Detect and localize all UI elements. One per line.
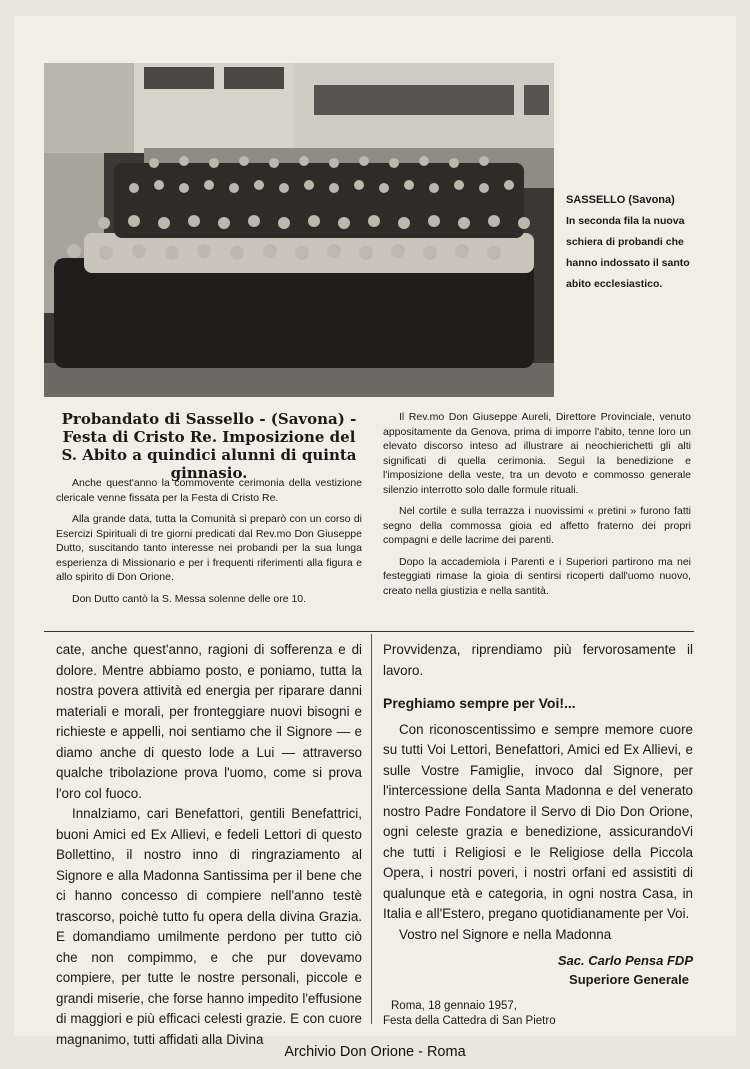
group-photo-image — [44, 63, 554, 397]
article-left-paragraph: Don Dutto cantò la S. Messa solenne delle ore 10. — [72, 592, 307, 605]
article-right-paragraph: Il Rev.mo Don Giuseppe Aureli, Direttore Provinciale, venuto appositamente da Genova, prima di imporre l'abito, tenne loro un elevato discorso inteso ad illustrare ai neochierichetti gli alti significati di quella cerimonia. Seguì la benedizione e l'imposizione della veste, tra un devoto e commosso generale silenzio interrotto solo dalle formule rituali. — [383, 411, 691, 496]
side-caption-title: SASSELLO (Savona) — [566, 194, 675, 206]
signature-role: Superiore Generale — [569, 972, 689, 987]
photo-side-caption — [566, 190, 696, 295]
letter-paragraph: Provvidenza, riprendiamo più fervorosamente il lavoro. — [383, 642, 693, 678]
letter-paragraph: Vostro nel Signore e nella Madonna — [399, 926, 612, 942]
article-right-column — [383, 410, 691, 605]
article-title: Probandato di Sassello - (Savona) - Festa di Cristo Re. Imposizione del S. Abito a quindici alunni di quinta ginnasio. — [61, 410, 357, 482]
side-caption-text: In seconda fila la nuova schiera di probandi che hanno indossato il santo abito ecclesiastico. — [566, 215, 690, 290]
date-block — [383, 999, 693, 1029]
article-right-paragraph: Dopo la accademiola i Parenti e i Superiori partirono ma nei festeggiati rimase la gioia di sentirsi ricoperti dall'uomo nuovo, creato nella giustizia e nella santità. — [383, 555, 691, 597]
article-left-paragraph: Alla grande data, tutta la Comunità si preparò con un corso di Esercizi Spirituali di tre giorni predicati dal Rev.mo Don Giuseppe Dutto, suscitando tanto interesse nei probandi per la sua lunga esperienza di Missionario e per i frequenti riferimenti alla figura e allo spirito di Don Orione. — [56, 513, 362, 583]
section-divider — [44, 631, 694, 632]
letter-paragraph: Con riconoscentissimo e sempre memore cuore su tutti Voi Lettori, Benefattori, Amici ed Ex Allievi, e sulle Vostre Famiglie, invoco dal Signore, per l'intercessione della Santa Madonna e del venerato nostro Padre Fondatore il Servo di Dio Don Orione, ogni celeste grazia e benedizione, assicurandoVi che tutti i Religiosi e le Religiose della Piccola Opera, i nostri poveri, i nostri orfani ed assistiti di qualunque età e categoria, in ogni nostra Casa, in Italia e all'Estero, pregano quotidianamente per Voi. — [383, 721, 693, 921]
letter-heading: Preghiamo sempre per Voi!... — [383, 695, 576, 711]
article-left-column — [56, 476, 362, 613]
letter-paragraph: Innalziamo, cari Benefattori, gentili Benefattrici, buoni Amici ed Ex Allievi, e fedeli Lettori di questo Bollettino, il nostro inno di ringraziamento al Signore e alla Madonna Santissima per il bene che ci hanno concesso di compiere nell'anno testè trascorso, poichè tutto fu opera della divina Grazia. E domandiamo umilmente perdono per tutto ciò che non compimmo, e che pur dovevamo compiere, per tutte le nostre personali, piccole e grandi miserie, che forse hanno impedito l'effusione di maggiori e più efficaci celesti grazie. E con cuore magnanimo, tutti affidati alla Divina — [56, 806, 362, 1047]
letter-paragraph: cate, anche quest'anno, ragioni di sofferenza e di dolore. Mentre abbiamo posto, e poniamo, tutta la nostra povera attività ed energia per riparare danni materiali e morali, per fronteggiare nuovi bisogni e richieste e appelli, noi sentiamo che il Signore — e diamo anche di questo lode a Lui — attraverso qualche tribolazione prova l'uomo, come si prova l'oro col fuoco. — [56, 642, 362, 801]
signature-block — [383, 951, 693, 989]
signature-name: Sac. Carlo Pensa FDP — [557, 953, 693, 968]
archive-footer: Archivio Don Orione - Roma — [284, 1044, 466, 1060]
letter-right-column — [383, 640, 693, 1029]
letter-left-column — [56, 640, 362, 1050]
group-photo — [44, 63, 554, 397]
column-divider — [371, 634, 372, 1024]
article-left-paragraph: Anche quest'anno la commovente cerimonia della vestizione clericale venne fissata per la Festa di Cristo Re. — [56, 477, 362, 504]
date-line: Festa della Cattedra di San Pietro — [383, 1015, 556, 1027]
date-line: Roma, 18 gennaio 1957, — [391, 1000, 517, 1012]
article-right-paragraph: Nel cortile e sulla terrazza i nuovissimi « pretini » furono fatti segno della commossa gioia ed affetto fraterno dei propri compagni e delle lacrime dei parenti. — [383, 505, 691, 546]
